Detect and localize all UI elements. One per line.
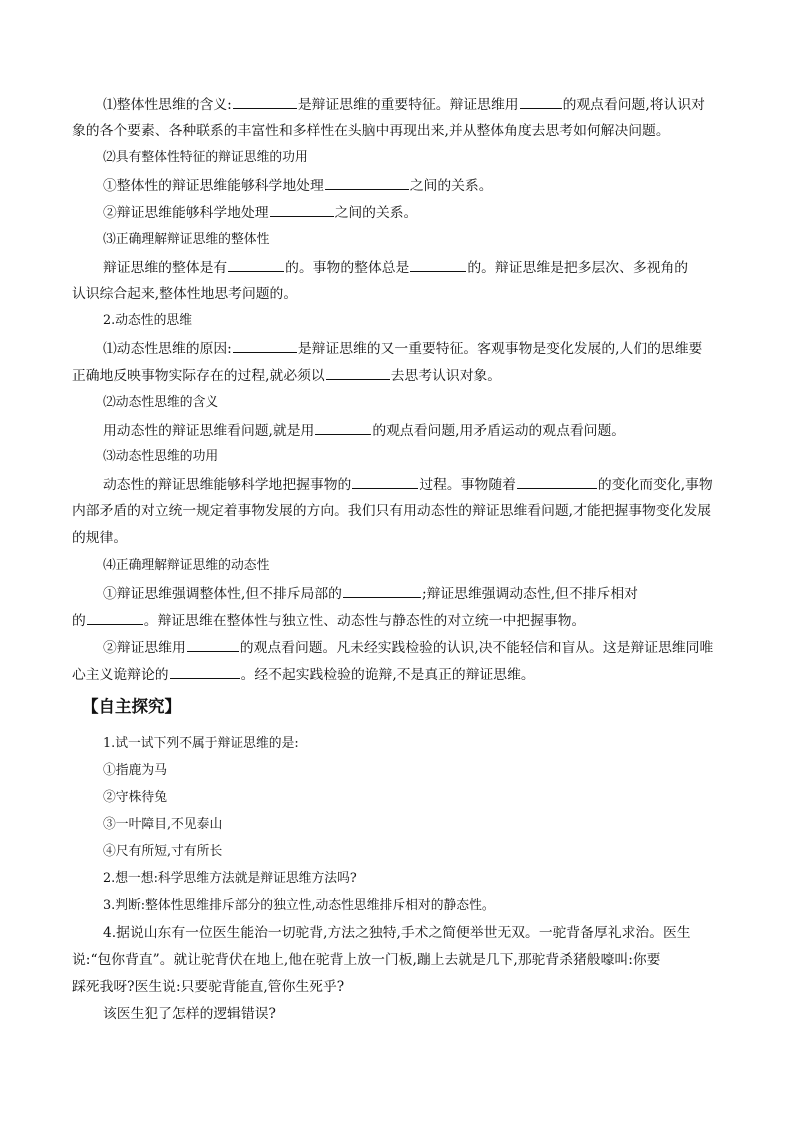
- answer-option: ④尺有所短,寸有所长: [103, 844, 223, 859]
- text-segment: ;辩证思维强调动态性,但不排斥相对: [421, 586, 638, 602]
- text-segment: 的观点看问题。凡未经实践检验的认识,决不能轻信和盲从。这是辩证思维同唯: [239, 640, 714, 656]
- text-line: 象的各个要素、各种联系的丰富性和多样性在头脑中再现出来,并从整体角度去思考如何解决问题。: [72, 123, 670, 139]
- text-segment: ②辩证思维能够科学地处理: [103, 205, 269, 221]
- text-line: 的规律。: [72, 530, 128, 546]
- subheading: ⑷正确理解辩证思维的动态性: [103, 558, 270, 573]
- text-line: [72, 664, 535, 685]
- fill-blank: [228, 257, 284, 272]
- fill-blank: [187, 637, 239, 652]
- subheading: ⑵动态性思维的含义: [103, 395, 219, 410]
- text-segment: 过程。事物随着: [419, 477, 516, 493]
- subheading: ⑶正确理解辩证思维的整体性: [103, 232, 270, 247]
- text-line: [103, 202, 417, 223]
- answer-option: ①指鹿为马: [103, 763, 167, 778]
- answer-option: ②守株待兔: [103, 790, 167, 805]
- text-line: [72, 365, 501, 386]
- text-segment: 之间的关系。: [334, 205, 418, 221]
- text-segment: 之间的关系。: [409, 178, 493, 194]
- text-segment: 是辩证思维的重要特征。辩证思维用: [297, 97, 519, 113]
- subheading: ⑵具有整体性特征的辩证思维的功用: [103, 150, 308, 165]
- question-text: 该医生犯了怎样的逻辑错误?: [103, 1006, 276, 1022]
- fill-blank: [325, 175, 409, 190]
- text-line: [103, 94, 705, 115]
- text-segment: 用动态性的辩证思维看问题,就是用: [103, 423, 315, 439]
- fill-blank: [520, 94, 562, 109]
- text-segment: 心主义诡辩论的: [72, 667, 169, 683]
- fill-blank: [343, 583, 421, 598]
- text-line: [103, 257, 688, 278]
- fill-blank: [233, 338, 297, 353]
- text-segment: 的观点看问题,将认识对: [562, 97, 705, 113]
- text-segment: ①整体性的辩证思维能够科学地处理: [103, 178, 324, 194]
- answer-option: ③一叶障目,不见泰山: [103, 817, 223, 832]
- question-text: 4.据说山东有一位医生能治一切驼背,方法之独特,手术之简便举世无双。一驼背备厚礼求治。医生: [103, 925, 691, 941]
- fill-blank: [170, 664, 240, 679]
- text-segment: 的。辩证思维是把多层次、多视角的: [467, 260, 689, 276]
- fill-blank: [315, 420, 371, 435]
- fill-blank: [352, 474, 418, 489]
- text-segment: 辩证思维的整体是有: [103, 260, 228, 276]
- text-segment: 的变化而变化,事物: [597, 477, 713, 493]
- fill-blank: [517, 474, 597, 489]
- text-line: [103, 420, 625, 441]
- subheading: 2.动态性的思维: [103, 313, 192, 328]
- section-heading: 【自主探究】: [82, 697, 181, 716]
- text-line: [103, 637, 713, 658]
- fill-blank: [233, 94, 297, 109]
- fill-blank: [410, 257, 466, 272]
- text-segment: 。辩证思维在整体性与独立性、动态性与静态性的对立统一中把握事物。: [143, 613, 586, 629]
- question-text: 说:“包你背直”。就让驼背伏在地上,他在驼背上放一门板,蹦上去就是几下,那驼背杀猪般嚎叫:你要: [72, 952, 661, 968]
- text-segment: 正确地反映事物实际存在的过程,就必须以: [72, 368, 325, 384]
- text-line: [103, 583, 638, 604]
- text-segment: ①辩证思维强调整体性,但不排斥局部的: [103, 586, 342, 602]
- text-segment: 动态性的辩证思维能够科学地把握事物的: [103, 477, 352, 493]
- text-segment: 。经不起实践检验的诡辩,不是真正的辩证思维。: [240, 667, 535, 683]
- fill-blank: [326, 365, 390, 380]
- text-segment: 是辩证思维的又一重要特征。客观事物是变化发展的,人们的思维要: [297, 341, 703, 357]
- text-line: [103, 474, 713, 495]
- text-segment: 去思考认识对象。: [390, 368, 502, 384]
- text-line: [72, 610, 585, 631]
- question-text: 3.判断:整体性思维排斥部分的独立性,动态性思维排斥相对的静态性。: [103, 898, 495, 913]
- text-segment: ②辩证思维用: [103, 640, 186, 656]
- text-segment: ⑴动态性思维的原因:: [103, 341, 232, 357]
- question-text: 2.想一想:科学思维方法就是辩证思维方法吗?: [103, 871, 357, 886]
- text-line: 内部矛盾的对立统一规定着事物发展的方向。我们只有用动态性的辩证思维看问题,才能把握事物变化发展: [72, 503, 712, 519]
- fill-blank: [270, 202, 334, 217]
- text-line: [103, 175, 493, 196]
- text-segment: 的观点看问题,用矛盾运动的观点看问题。: [372, 423, 626, 439]
- subheading: ⑶动态性思维的功用: [103, 449, 219, 464]
- text-segment: 的。事物的整体总是: [285, 260, 410, 276]
- text-line: 认识综合起来,整体性地思考问题的。: [72, 286, 298, 302]
- question-text: 1.试一试下列不属于辩证思维的是:: [103, 736, 299, 751]
- fill-blank: [87, 610, 143, 625]
- text-line: [103, 338, 702, 359]
- text-segment: 的: [72, 613, 86, 629]
- question-text: 踩死我呀?医生说:只要驼背能直,管你生死乎?: [72, 979, 345, 995]
- text-segment: ⑴整体性思维的含义:: [103, 97, 232, 113]
